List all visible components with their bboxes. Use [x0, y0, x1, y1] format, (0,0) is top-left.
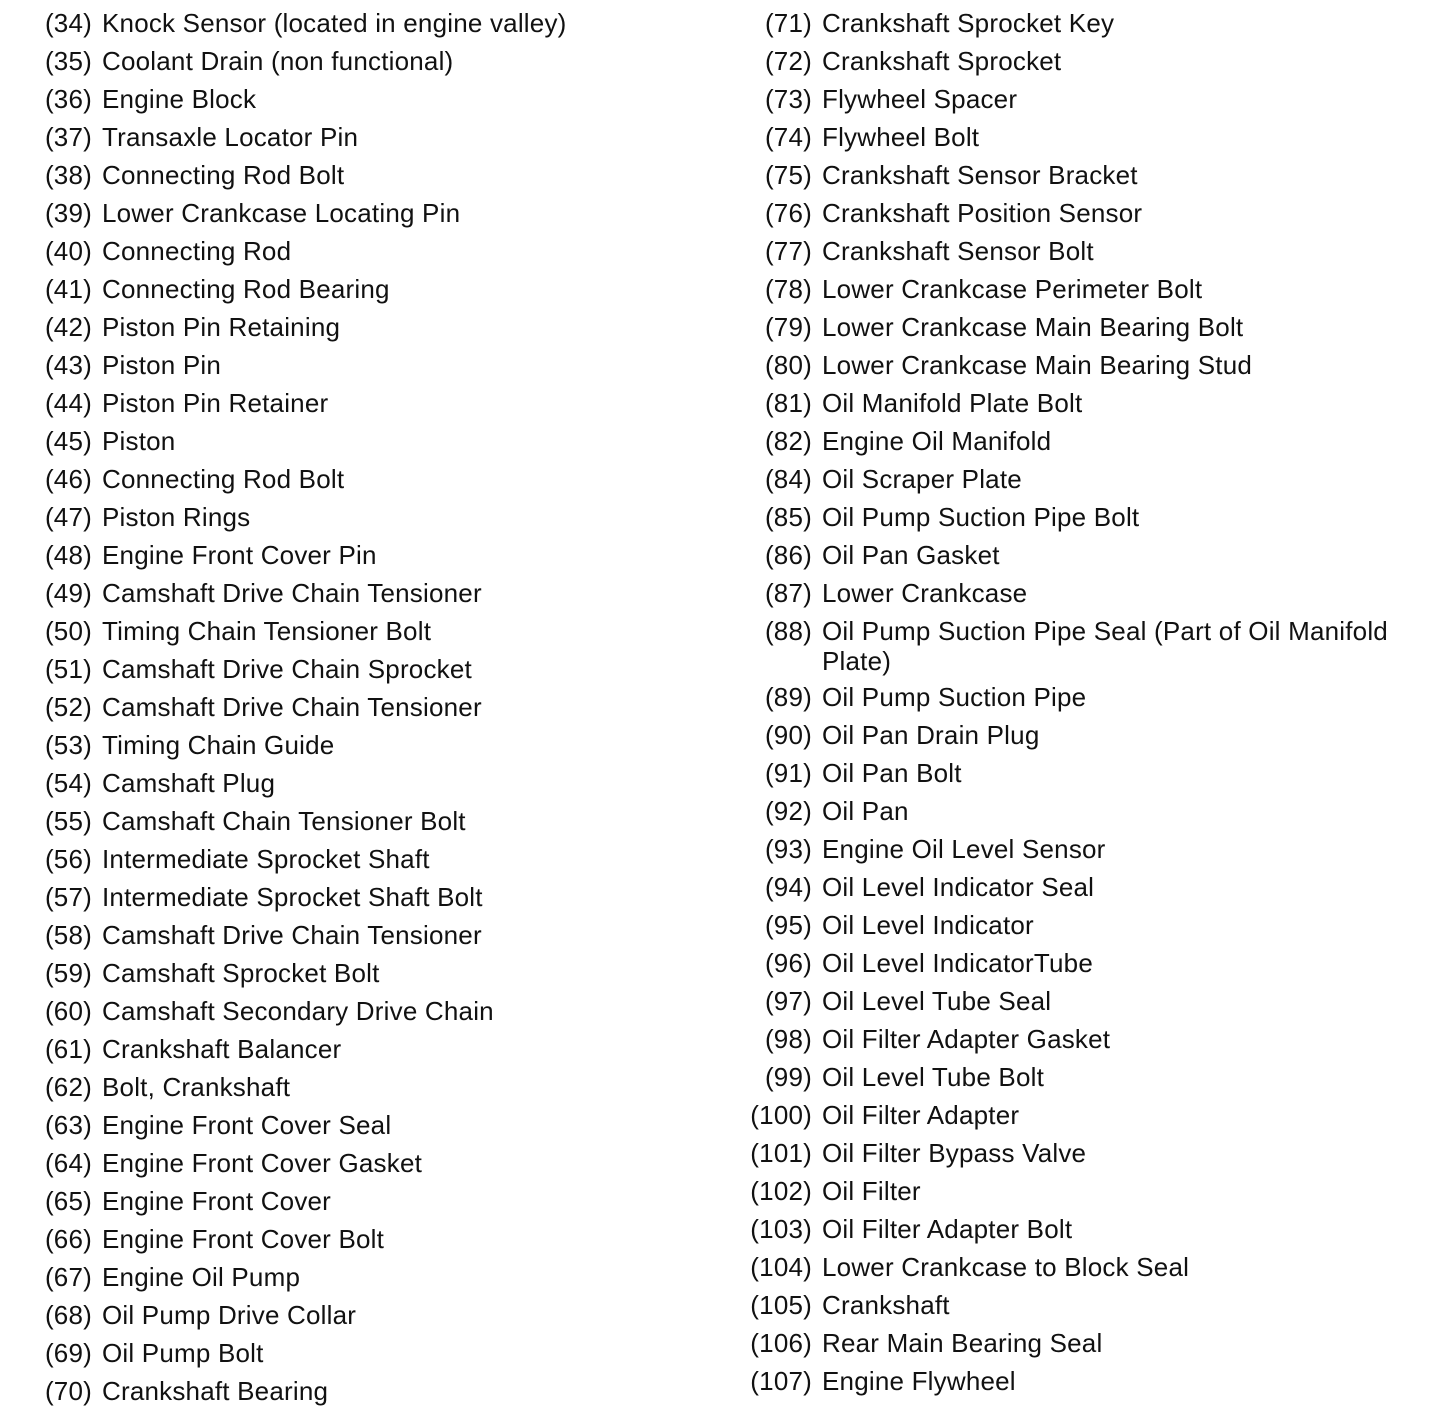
- legend-item: [740, 834, 1430, 872]
- item-label: Lower Crankcase: [822, 578, 1028, 608]
- legend-item: [20, 160, 720, 198]
- item-number: (55): [44, 806, 92, 836]
- item-number: (77): [764, 236, 812, 266]
- legend-item: [20, 350, 720, 388]
- item-number: (94): [764, 872, 812, 902]
- legend-item: [740, 540, 1430, 578]
- item-label: Oil Manifold Plate Bolt: [822, 388, 1083, 418]
- legend-item: [20, 578, 720, 616]
- item-label: Oil Filter: [822, 1176, 921, 1206]
- legend-item: [20, 84, 720, 122]
- item-label: Engine Oil Manifold: [822, 426, 1052, 456]
- item-label: Lower Crankcase Locating Pin: [102, 198, 461, 228]
- item-label: Engine Front Cover Seal: [102, 1110, 392, 1140]
- item-number: (50): [44, 616, 92, 646]
- item-number: (45): [44, 426, 92, 456]
- item-number: (97): [764, 986, 812, 1016]
- item-label: Oil Filter Bypass Valve: [822, 1138, 1087, 1168]
- legend-item: [740, 910, 1430, 948]
- legend-item: [740, 122, 1430, 160]
- legend-item: [20, 1186, 720, 1224]
- item-number: (72): [764, 46, 812, 76]
- item-number: (107): [750, 1366, 812, 1396]
- item-label: Lower Crankcase Main Bearing Stud: [822, 350, 1253, 380]
- legend-item: [20, 1034, 720, 1072]
- item-number: (63): [44, 1110, 92, 1140]
- item-label: Camshaft Sprocket Bolt: [102, 958, 380, 988]
- legend-item: [740, 274, 1430, 312]
- item-number: (81): [764, 388, 812, 418]
- legend-item: [20, 958, 720, 996]
- legend-item: [740, 312, 1430, 350]
- item-label: Camshaft Secondary Drive Chain: [102, 996, 494, 1026]
- legend-item: [20, 540, 720, 578]
- legend-item: [740, 872, 1430, 910]
- item-label: Camshaft Drive Chain Sprocket: [102, 654, 472, 684]
- item-number: (102): [750, 1176, 812, 1206]
- legend-item: [740, 84, 1430, 122]
- legend-item: [20, 1072, 720, 1110]
- legend-item: [20, 1148, 720, 1186]
- item-number: (101): [750, 1138, 812, 1168]
- item-number: (87): [764, 578, 812, 608]
- item-number: (68): [44, 1300, 92, 1330]
- item-number: (66): [44, 1224, 92, 1254]
- item-number: (90): [764, 720, 812, 750]
- item-number: (85): [764, 502, 812, 532]
- legend-item: [20, 1376, 720, 1414]
- item-number: (37): [44, 122, 92, 152]
- item-number: (70): [44, 1376, 92, 1406]
- item-number: (91): [764, 758, 812, 788]
- item-number: (75): [764, 160, 812, 190]
- item-label: Intermediate Sprocket Shaft Bolt: [102, 882, 483, 912]
- item-number: (51): [44, 654, 92, 684]
- item-label: Coolant Drain (non functional): [102, 46, 454, 76]
- legend-item: [20, 768, 720, 806]
- item-number: (34): [44, 8, 92, 38]
- item-number: (36): [44, 84, 92, 114]
- item-number: (89): [764, 682, 812, 712]
- item-label: Camshaft Plug: [102, 768, 276, 798]
- item-label: Oil Level Indicator Seal: [822, 872, 1095, 902]
- item-label: Engine Block: [102, 84, 257, 114]
- item-number: (44): [44, 388, 92, 418]
- item-number: (64): [44, 1148, 92, 1178]
- legend-item: [20, 388, 720, 426]
- item-label: Bolt, Crankshaft: [102, 1072, 291, 1102]
- item-label: Crankshaft Sprocket: [822, 46, 1062, 76]
- item-label: Crankshaft Balancer: [102, 1034, 342, 1064]
- item-number: (67): [44, 1262, 92, 1292]
- legend-item: [740, 758, 1430, 796]
- item-label: Oil Level Indicator: [822, 910, 1034, 940]
- item-number: (39): [44, 198, 92, 228]
- item-number: (69): [44, 1338, 92, 1368]
- item-label: Oil Filter Adapter Bolt: [822, 1214, 1073, 1244]
- legend-item: [20, 426, 720, 464]
- legend-item: [20, 692, 720, 730]
- item-number: (92): [764, 796, 812, 826]
- legend-item: [740, 578, 1430, 616]
- item-label: Oil Level Tube Seal: [822, 986, 1052, 1016]
- item-label: Transaxle Locator Pin: [102, 122, 359, 152]
- item-number: (86): [764, 540, 812, 570]
- item-label: Oil Pump Suction Pipe: [822, 682, 1087, 712]
- legend-item: [20, 920, 720, 958]
- item-number: (105): [750, 1290, 812, 1320]
- item-label: Rear Main Bearing Seal: [822, 1328, 1103, 1358]
- item-number: (78): [764, 274, 812, 304]
- item-label: Crankshaft Position Sensor: [822, 198, 1143, 228]
- item-number: (71): [764, 8, 812, 38]
- legend-item: [20, 1224, 720, 1262]
- legend-item: [20, 882, 720, 920]
- item-number: (42): [44, 312, 92, 342]
- item-number: (93): [764, 834, 812, 864]
- legend-item: [740, 1252, 1430, 1290]
- legend-item: [20, 274, 720, 312]
- item-label: Lower Crankcase Perimeter Bolt: [822, 274, 1203, 304]
- item-number: (48): [44, 540, 92, 570]
- legend-item: [740, 948, 1430, 986]
- legend-item: [740, 720, 1430, 758]
- item-label: Camshaft Drive Chain Tensioner: [102, 920, 482, 950]
- item-label: Oil Pan: [822, 796, 909, 826]
- item-label: Piston Rings: [102, 502, 251, 532]
- item-label: Oil Scraper Plate: [822, 464, 1022, 494]
- legend-item: [740, 1024, 1430, 1062]
- legend-item: [20, 312, 720, 350]
- item-label: Connecting Rod Bolt: [102, 464, 345, 494]
- legend-item: [740, 388, 1430, 426]
- legend-item: [740, 160, 1430, 198]
- item-number: (59): [44, 958, 92, 988]
- legend-item: [20, 806, 720, 844]
- item-label: Knock Sensor (located in engine valley): [102, 8, 567, 38]
- item-label: Crankshaft Sensor Bracket: [822, 160, 1138, 190]
- legend-item: [740, 1366, 1430, 1404]
- legend-item: [740, 426, 1430, 464]
- legend-item: [20, 122, 720, 160]
- legend-item: [740, 682, 1430, 720]
- item-number: (52): [44, 692, 92, 722]
- item-number: (35): [44, 46, 92, 76]
- item-label: Engine Front Cover Bolt: [102, 1224, 385, 1254]
- item-number: (61): [44, 1034, 92, 1064]
- item-number: (47): [44, 502, 92, 532]
- item-label: Oil Pan Gasket: [822, 540, 1000, 570]
- legend-item: [20, 1338, 720, 1376]
- item-number: (57): [44, 882, 92, 912]
- item-number: (88): [764, 616, 812, 646]
- item-label: Flywheel Spacer: [822, 84, 1018, 114]
- legend-item: [20, 46, 720, 84]
- legend-item: [20, 844, 720, 882]
- item-label: Oil Pan Drain Plug: [822, 720, 1040, 750]
- item-label: Engine Front Cover Gasket: [102, 1148, 423, 1178]
- item-number: (73): [764, 84, 812, 114]
- item-number: (80): [764, 350, 812, 380]
- item-label: Camshaft Drive Chain Tensioner: [102, 692, 482, 722]
- item-number: (76): [764, 198, 812, 228]
- item-number: (74): [764, 122, 812, 152]
- legend-item: [740, 46, 1430, 84]
- item-label: Lower Crankcase to Block Seal: [822, 1252, 1190, 1282]
- item-number: (41): [44, 274, 92, 304]
- item-label: Oil Pump Bolt: [102, 1338, 264, 1368]
- item-number: (84): [764, 464, 812, 494]
- item-number: (104): [750, 1252, 812, 1282]
- legend-item: [20, 996, 720, 1034]
- legend-item: [740, 198, 1430, 236]
- item-label: Engine Oil Pump: [102, 1262, 301, 1292]
- item-label: Intermediate Sprocket Shaft: [102, 844, 430, 874]
- item-label: Camshaft Chain Tensioner Bolt: [102, 806, 466, 836]
- legend-item: [740, 616, 1430, 682]
- item-number: (38): [44, 160, 92, 190]
- item-label: Engine Front Cover: [102, 1186, 332, 1216]
- legend-item: [740, 1100, 1430, 1138]
- item-label: Oil Level Tube Bolt: [822, 1062, 1045, 1092]
- item-label: Engine Oil Level Sensor: [822, 834, 1106, 864]
- item-number: (46): [44, 464, 92, 494]
- item-number: (49): [44, 578, 92, 608]
- legend-item: [740, 986, 1430, 1024]
- legend-item: [20, 502, 720, 540]
- item-number: (62): [44, 1072, 92, 1102]
- item-label: Connecting Rod Bearing: [102, 274, 390, 304]
- item-label: Crankshaft: [822, 1290, 950, 1320]
- item-label: Piston Pin Retainer: [102, 388, 329, 418]
- legend-item: [740, 464, 1430, 502]
- item-label: Piston Pin: [102, 350, 222, 380]
- item-label: Piston Pin Retaining: [102, 312, 341, 342]
- legend-item: [20, 1110, 720, 1148]
- item-label: Oil Level IndicatorTube: [822, 948, 1093, 978]
- item-label: Oil Filter Adapter Gasket: [822, 1024, 1111, 1054]
- legend-item: [740, 502, 1430, 540]
- item-label: Camshaft Drive Chain Tensioner: [102, 578, 482, 608]
- legend-item: [740, 796, 1430, 834]
- legend-item: [740, 1138, 1430, 1176]
- item-number: (40): [44, 236, 92, 266]
- legend-item: [740, 236, 1430, 274]
- legend-item: [20, 198, 720, 236]
- legend-item: [740, 1290, 1430, 1328]
- item-number: (53): [44, 730, 92, 760]
- legend-item: [740, 1328, 1430, 1366]
- legend-item: [740, 350, 1430, 388]
- item-label: Engine Front Cover Pin: [102, 540, 377, 570]
- legend-column-right: [740, 8, 1430, 1404]
- legend-item: [20, 730, 720, 768]
- item-number: (60): [44, 996, 92, 1026]
- item-number: (98): [764, 1024, 812, 1054]
- item-label: Flywheel Bolt: [822, 122, 980, 152]
- item-label: Timing Chain Guide: [102, 730, 335, 760]
- legend-item: [740, 1176, 1430, 1214]
- legend-item: [20, 616, 720, 654]
- item-label: Oil Pump Suction Pipe Bolt: [822, 502, 1140, 532]
- legend-item: [740, 1062, 1430, 1100]
- item-number: (82): [764, 426, 812, 456]
- item-label: Oil Filter Adapter: [822, 1100, 1020, 1130]
- item-number: (79): [764, 312, 812, 342]
- legend-item: [740, 1214, 1430, 1252]
- legend-item: [20, 8, 720, 46]
- item-label: Crankshaft Sensor Bolt: [822, 236, 1094, 266]
- item-label: Oil Pump Drive Collar: [102, 1300, 357, 1330]
- legend-column-left: [20, 8, 720, 1414]
- legend-item: [20, 654, 720, 692]
- item-number: (95): [764, 910, 812, 940]
- item-label: Connecting Rod Bolt: [102, 160, 345, 190]
- item-label: Oil Pump Suction Pipe Seal (Part of Oil Manifold Plate): [822, 616, 1388, 676]
- item-label: Lower Crankcase Main Bearing Bolt: [822, 312, 1244, 342]
- item-number: (103): [750, 1214, 812, 1244]
- legend-item: [20, 464, 720, 502]
- item-label: Timing Chain Tensioner Bolt: [102, 616, 432, 646]
- item-number: (99): [764, 1062, 812, 1092]
- legend-item: [740, 8, 1430, 46]
- item-label: Crankshaft Bearing: [102, 1376, 329, 1406]
- item-label: Connecting Rod: [102, 236, 292, 266]
- legend-item: [20, 1262, 720, 1300]
- item-number: (65): [44, 1186, 92, 1216]
- item-number: (106): [750, 1328, 812, 1358]
- item-number: (43): [44, 350, 92, 380]
- item-number: (100): [750, 1100, 812, 1130]
- item-label: Crankshaft Sprocket Key: [822, 8, 1115, 38]
- item-number: (58): [44, 920, 92, 950]
- item-number: (54): [44, 768, 92, 798]
- legend-item: [20, 1300, 720, 1338]
- item-label: Piston: [102, 426, 176, 456]
- item-number: (56): [44, 844, 92, 874]
- item-number: (96): [764, 948, 812, 978]
- item-label: Engine Flywheel: [822, 1366, 1016, 1396]
- item-label: Oil Pan Bolt: [822, 758, 962, 788]
- legend-item: [20, 236, 720, 274]
